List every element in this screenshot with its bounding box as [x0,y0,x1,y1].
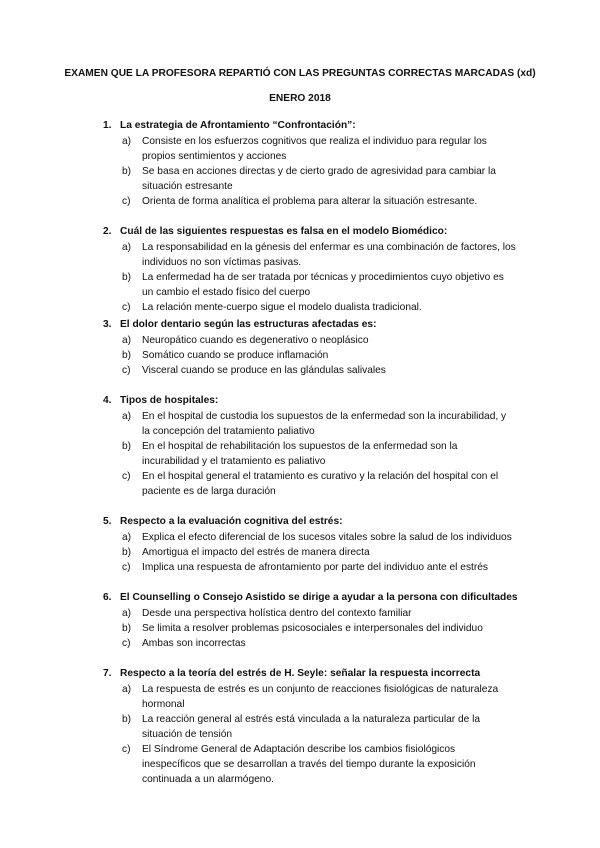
answer-option [0,363,600,378]
answer-option [0,682,600,712]
answer-text: El Síndrome General de Adaptación describe los cambios fisiológicos inespecíficos que se desarrollan a través del tiempo durante la exposición continuada a un alarmógeno. [142,744,476,785]
answer-text: Ambas son incorrectas [142,638,246,649]
answer-letter: b) [122,441,132,452]
answer-text: En el hospital de custodia los supuestos de la enfermedad son la incurabilidad, y la concepción del tratamiento paliativo [142,411,507,437]
answer-letter: a) [122,242,132,253]
answer-option [0,348,600,363]
answer-option [0,469,600,499]
answer-text: Se limita a resolver problemas psicosociales e interpersonales del individuo [142,623,483,634]
question-text: El Counselling o Consejo Asistido se dirige a ayudar a la persona con dificultades [120,592,518,603]
answer-text: Neuropático cuando es degenerativo o neoplásico [142,335,369,346]
answer-text: Explica el efecto diferencial de los sucesos vitales sobre la salud de los individuos [142,532,512,543]
answer-option [0,621,600,636]
answer-option [0,742,600,787]
answer-letter: a) [122,608,132,619]
answer-option [0,333,600,348]
question-list [0,118,600,787]
question-heading [0,118,600,133]
question-number: 6. [103,592,112,603]
answer-list [0,530,600,575]
question-7 [0,666,600,787]
answer-list [0,682,600,787]
question-text: Respecto a la teoría del estrés de H. Seyle: señalar la respuesta incorrecta [120,668,481,679]
answer-option [0,530,600,545]
question-6 [0,590,600,651]
answer-option [0,300,600,315]
answer-list [0,134,600,209]
answer-text: Amortigua el impacto del estrés de manera directa [142,547,370,558]
answer-text: Orienta de forma analítica el problema para alterar la situación estresante. [142,196,478,207]
answer-text: Consiste en los esfuerzos cognitivos que realiza el individuo para regular los propios sentimientos y acciones [142,136,487,162]
question-heading [0,393,600,408]
answer-option [0,545,600,560]
answer-option [0,409,600,439]
answer-list [0,606,600,651]
question-text: La estrategia de Afrontamiento “Confrontación”: [120,120,356,131]
answer-letter: b) [122,547,132,558]
answer-letter: a) [122,684,132,695]
answer-option [0,439,600,469]
question-number: 3. [103,319,112,330]
question-5 [0,514,600,575]
question-number: 1. [103,120,112,131]
answer-text: Implica una respuesta de afrontamiento por parte del individuo ante el estrés [142,562,489,573]
question-text: Respecto a la evaluación cognitiva del estrés: [120,516,343,527]
answer-letter: b) [122,166,132,177]
answer-option [0,606,600,621]
question-text: El dolor dentario según las estructuras afectadas es: [120,319,377,330]
question-heading [0,224,600,239]
answer-letter: c) [122,638,131,649]
answer-text: Visceral cuando se produce en las glándulas salivales [142,365,386,376]
question-number: 4. [103,395,112,406]
answer-option [0,270,600,300]
answer-text: Se basa en acciones directas y de cierto grado de agresividad para cambiar la situación estresante [142,166,496,192]
answer-list [0,240,600,315]
question-heading [0,514,600,529]
answer-option [0,712,600,742]
answer-letter: c) [122,196,131,207]
question-number: 7. [103,668,112,679]
answer-letter: b) [122,623,132,634]
question-heading [0,666,600,681]
question-2 [0,224,600,315]
question-number: 2. [103,226,112,237]
answer-text: La relación mente-cuerpo sigue el modelo dualista tradicional. [142,302,422,313]
answer-letter: c) [122,365,131,376]
question-text: Tipos de hospitales: [120,395,219,406]
document-date: ENERO 2018 [269,93,331,104]
answer-letter: a) [122,335,132,346]
answer-option [0,164,600,194]
answer-text: En el hospital de rehabilitación los supuestos de la enfermedad son la incurabilidad y el tratamiento es paliativo [142,441,458,467]
answer-letter: b) [122,714,132,725]
answer-text: La respuesta de estrés es un conjunto de reacciones fisiológicas de naturaleza hormonal [142,684,499,710]
answer-letter: a) [122,411,132,422]
answer-letter: a) [122,532,132,543]
answer-letter: c) [122,471,131,482]
answer-option [0,134,600,164]
answer-list [0,333,600,378]
question-heading [0,317,600,332]
question-3 [0,317,600,378]
document-title: EXAMEN QUE LA PROFESORA REPARTIÓ CON LAS PREGUNTAS CORRECTAS MARCADAS (xd) [64,68,536,79]
question-number: 5. [103,516,112,527]
answer-letter: b) [122,350,132,361]
answer-option [0,560,600,575]
answer-text: La reacción general al estrés está vinculada a la naturaleza particular de la situación de tensión [142,714,481,740]
answer-option [0,636,600,651]
answer-list [0,409,600,499]
question-4 [0,393,600,499]
question-text: Cuál de las siguientes respuestas es falsa en el modelo Biomédico: [120,226,448,237]
answer-letter: c) [122,562,131,573]
answer-text: Somático cuando se produce inflamación [142,350,329,361]
answer-letter: a) [122,136,132,147]
answer-text: Desde una perspectiva holística dentro del contexto familiar [142,608,412,619]
question-heading [0,590,600,605]
answer-text: La enfermedad ha de ser tratada por técnicas y procedimientos cuyo objetivo es un cambio el estado físico del cuerpo [142,272,504,298]
answer-letter: c) [122,302,131,313]
answer-option [0,194,600,209]
answer-text: La responsabilidad en la génesis del enfermar es una combinación de factores, los individuos no son víctimas pasivas. [142,242,516,268]
answer-option [0,240,600,270]
answer-text: En el hospital general el tratamiento es curativo y la relación del hospital con el paciente es de larga duración [142,471,499,497]
answer-letter: c) [122,744,131,755]
question-1 [0,118,600,209]
answer-letter: b) [122,272,132,283]
